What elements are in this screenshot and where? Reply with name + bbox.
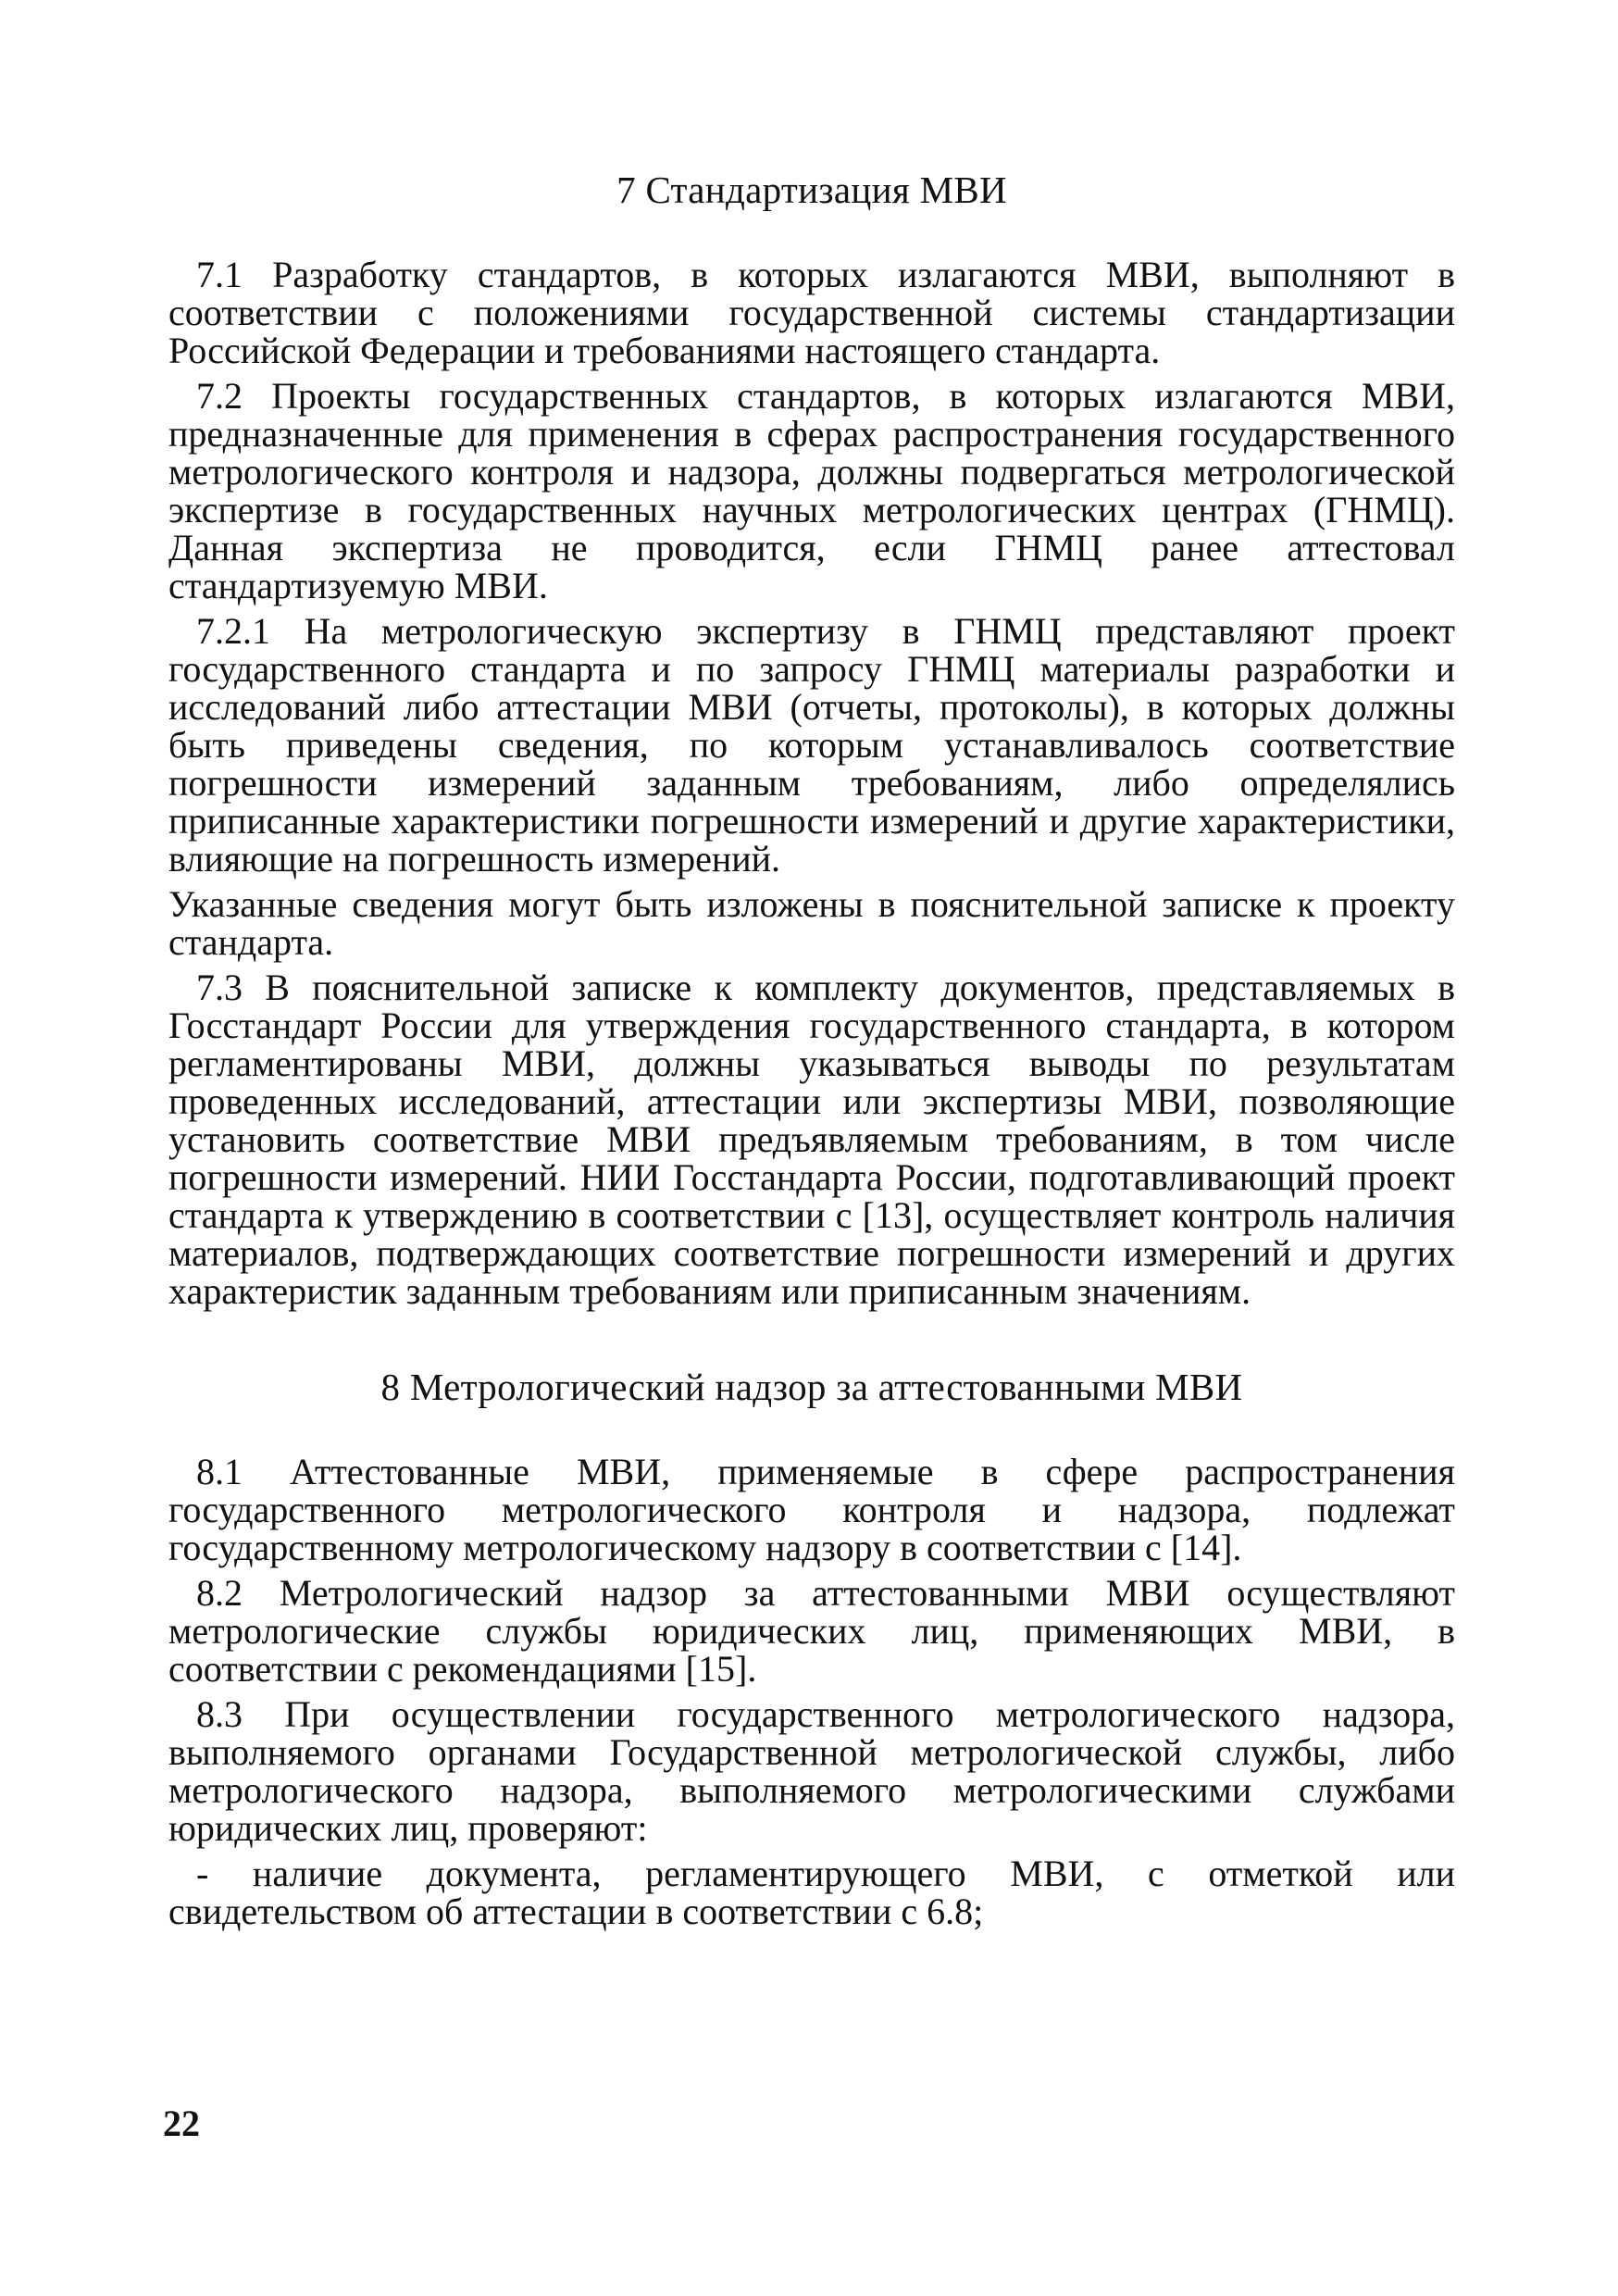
page-number: 22 <box>163 2103 200 2144</box>
paragraph-7-2: 7.2 Проекты государственных стандартов, в которых излагаются МВИ, предназначенные для применения в сферах распространения государственного метрологического контроля и надзора, должны подвергаться метрологической экспертизе в государственных научных метрологических центрах (ГНМЦ). Данная экспертиза не проводится, если ГНМЦ ранее аттестовал стандартизуемую МВИ. <box>168 375 1455 606</box>
paragraph-8-1: 8.1 Аттестованные МВИ, применяемые в сфере распространения государственного метрологического контроля и надзора, подлежат государственному метрологическому надзору в соответствии с [14]. <box>168 1451 1455 1568</box>
paragraph-8-3: 8.3 При осуществлении государственного метрологического надзора, выполняемого органами Государственной метрологической службы, либо метрологического надзора, выполняемого метрологическими службами юридических лиц, проверяют: <box>168 1693 1455 1849</box>
section-7-heading: 7 Стандартизация МВИ <box>616 168 1007 211</box>
paragraph-7-3: 7.3 В пояснительной записке к комплекту документов, представляемых в Госстандарт России для утверждения государственного стандарта, в котором регламентированы МВИ, должны указываться выводы по результатам проведенных исследований, аттестации или экспертизы МВИ, позволяющие установить соответствие МВИ предъявляемым требованиям, в том числе погрешности измерений. НИИ Госстандарта России, подготавливающий проект стандарта к утверждению в соответствии с [13], осуществляет контроль наличия материалов, подтверждающих соответствие погрешности измерений и других характеристик заданным требованиям или приписанным значениям. <box>168 967 1455 1312</box>
section-8-heading: 8 Метрологический надзор за аттестованными МВИ <box>380 1366 1243 1408</box>
paragraph-note: Указанные сведения могут быть изложены в пояснительной записке к проекту стандарта. <box>168 883 1455 963</box>
page-content <box>168 167 1455 1938</box>
paragraph-7-2-1: 7.2.1 На метрологическую экспертизу в ГНМЦ представляют проект государственного стандарта и по запросу ГНМЦ материалы разработки и исследований либо аттестации МВИ (отчеты, протоколы), в которых должны быть приведены сведения, по которым устанавливалось соответствие погрешности измерений заданным требованиям, либо определялись приписанные характеристики погрешности измерений и другие характеристики, влияющие на погрешность измерений. <box>168 610 1455 880</box>
paragraph-8-2: 8.2 Метрологический надзор за аттестованными МВИ осуществляют метрологические службы юридических лиц, применяющих МВИ, в соответствии с рекомендациями [15]. <box>168 1572 1455 1690</box>
list-item-document: - наличие документа, регламентирующего МВИ, с отметкой или свидетельством об аттестации в соответствии с 6.8; <box>168 1853 1455 1932</box>
paragraph-7-1: 7.1 Разработку стандартов, в которых излагаются МВИ, выполняют в соответствии с положениями государственной системы стандартизации Российской Федерации и требованиями настоящего стандарта. <box>168 254 1455 371</box>
